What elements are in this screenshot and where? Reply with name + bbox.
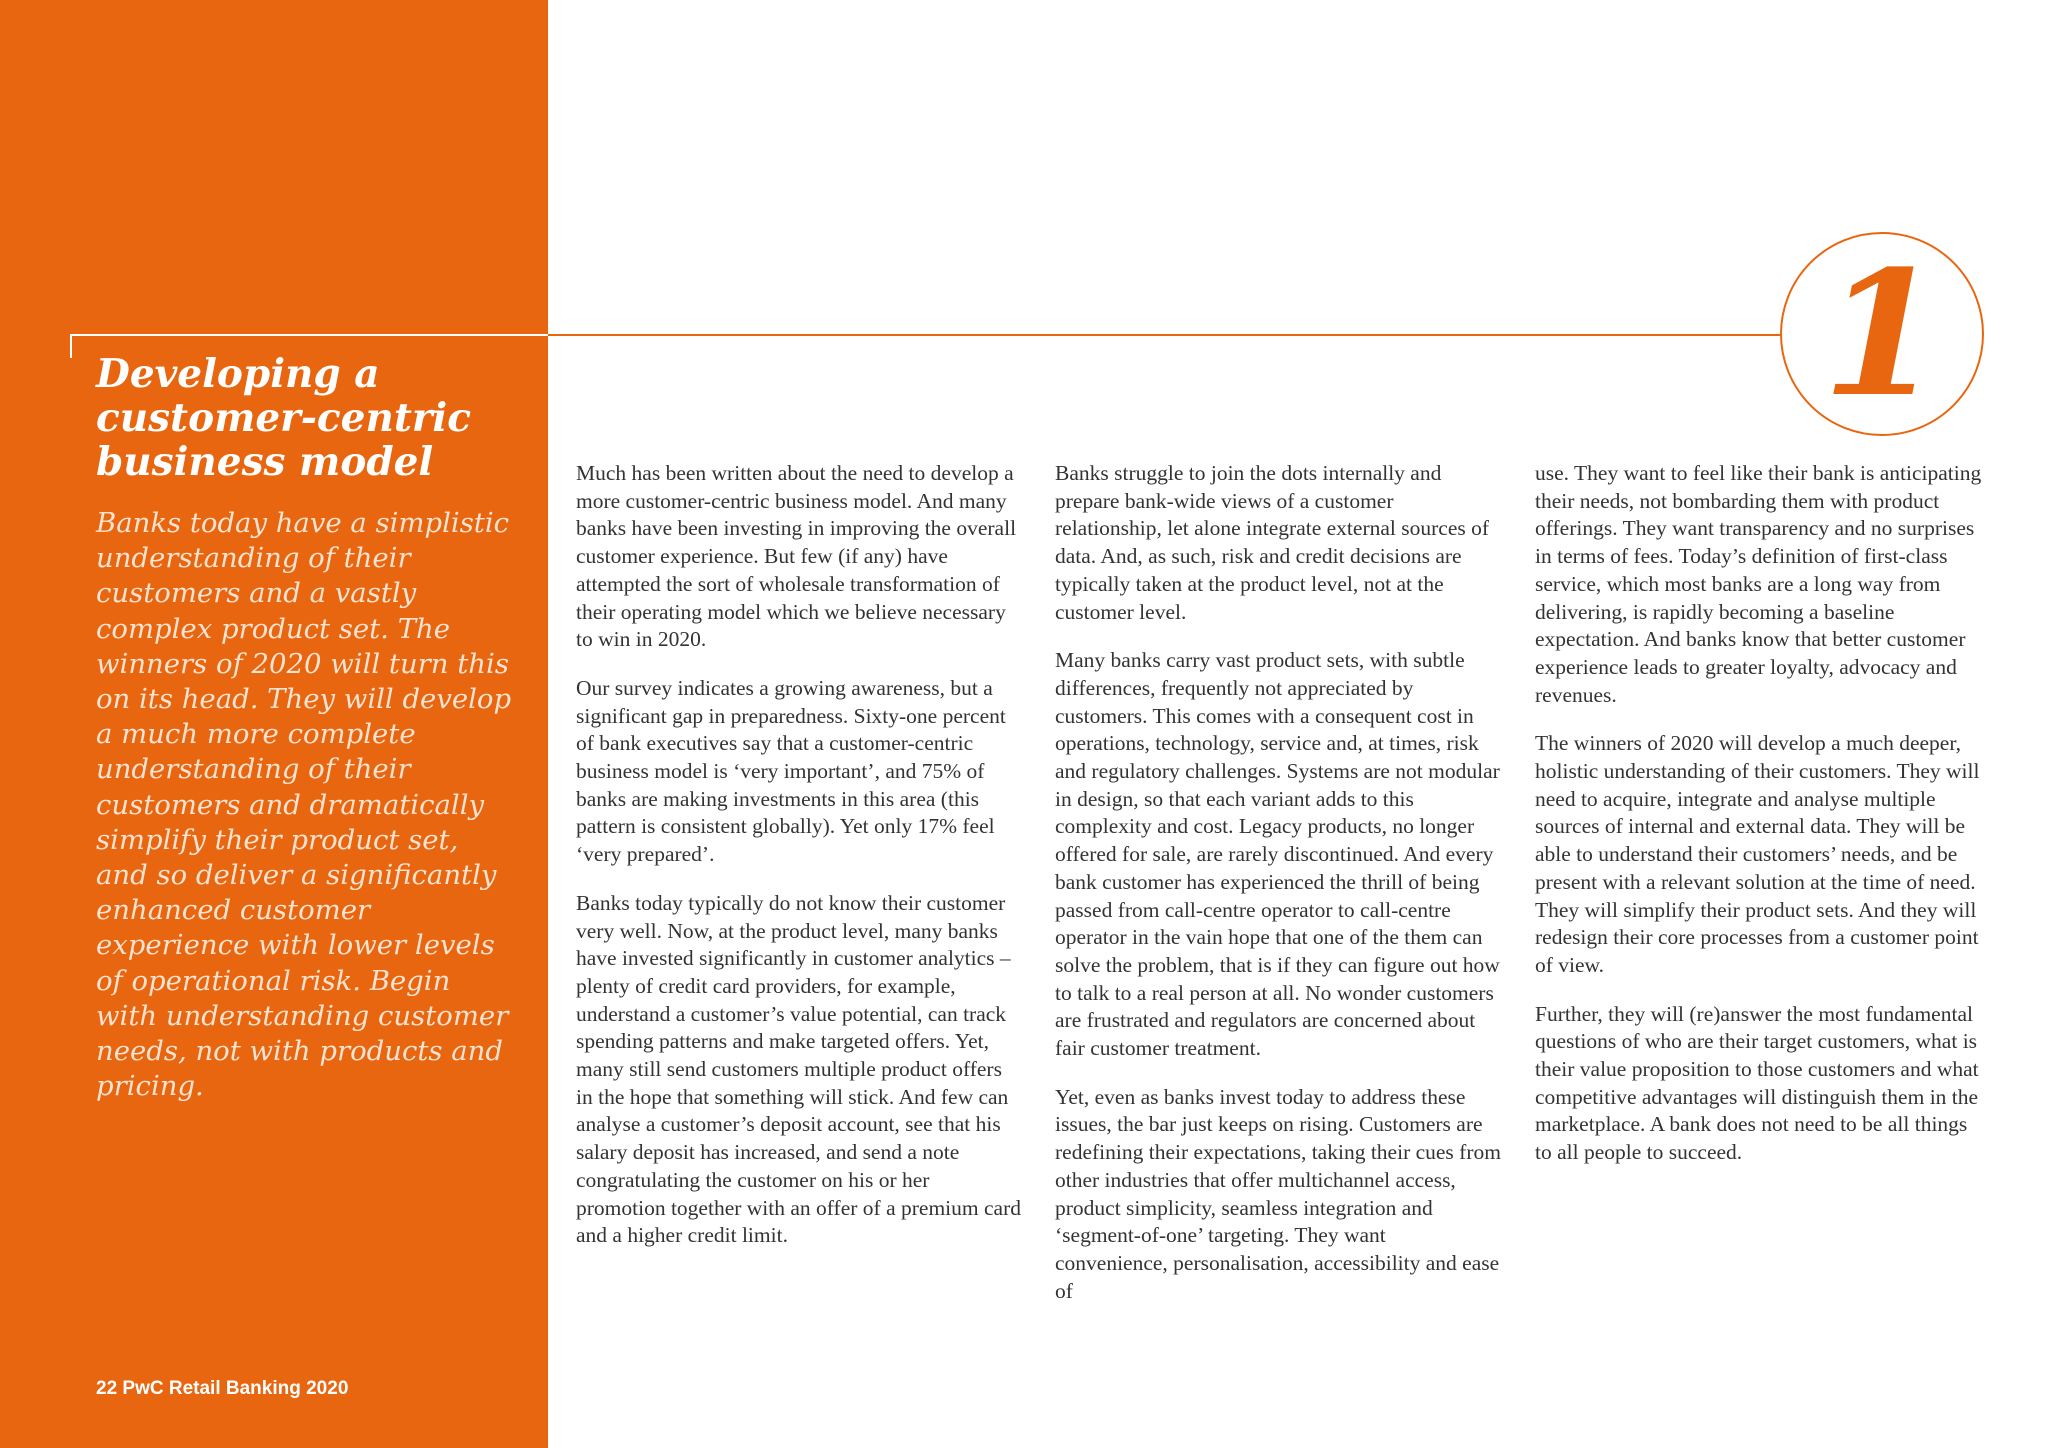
text-column-1 [576, 460, 1024, 1271]
paragraph: use. They want to feel like their bank is anticipating their needs, not bombarding them with product offerings. They want transparency and no surprises in terms of fees. Today’s definition of first-class service, which most banks are a long way from delivering, is rapidly becoming a baseline expectation. And banks know that better customer experience leads to greater loyalty, advocacy and revenues. [1535, 461, 1982, 707]
section-title-line-2: customer-centric [96, 395, 471, 441]
paragraph: Much has been written about the need to develop a more customer-centric business model. And many banks have been investing in improving the overall customer experience. But few (if any) have attempted the sort of wholesale transformation of their operating model which we believe necessary to win in 2020. [576, 461, 1017, 652]
chapter-number: 1 [1822, 232, 1942, 435]
paragraph: Our survey indicates a growing awareness, but a significant gap in preparedness. Sixty-one percent of bank executives say that a customer-centric business model is ‘very important’, and 75% of banks are making investments in this area (this pattern is consistent globally). Yet only 17% feel ‘very prepared’. [576, 675, 1006, 867]
paragraph: Banks today typically do not know their customer very well. Now, at the product level, many banks have invested significantly in customer analytics – plenty of credit card providers, for example, understand a customer’s value potential, can track spending patterns and make targeted offers. Yet, many still send customers multiple product offers in the hope that something will stick. And few can analyse a customer’s deposit account, see that his salary deposit has increased, and send a note congratulating the customer on his or her promotion together with an offer of a premium card and a higher credit limit. [576, 890, 1021, 1248]
paragraph: Banks struggle to join the dots internally and prepare bank-wide views of a customer relationship, let alone integrate external sources of data. And, as such, risk and credit decisions are typically taken at the product level, not at the customer level. [1055, 461, 1490, 624]
text-column-2 [1055, 460, 1503, 1326]
intro-summary: Banks today have a simplistic understanding of their customers and a vastly complex product set. The winners of 2020 will turn this on its head. They will develop a much more complete understanding of their customers and dramatically simplify their product set, and so deliver a significantly enhanced customer experience with lower levels of operational risk. Begin with understanding customer needs, not with products and pricing. [96, 507, 512, 1103]
page-footer: 22 PwC Retail Banking 2020 [96, 1378, 349, 1399]
section-title [96, 352, 516, 484]
section-title-line-1: Developing a [96, 351, 380, 397]
text-column-3 [1535, 460, 1983, 1188]
header-rule-tick [70, 334, 72, 358]
paragraph: Yet, even as banks invest today to address these issues, the bar just keeps on rising. Customers are redefining their expectations, taking their cues from other industries that offer multichannel access, product simplicity, seamless integration and ‘segment-of-one’ targeting. They want convenience, personalisation, accessibility and ease of [1055, 1084, 1501, 1303]
paragraph: The winners of 2020 will develop a much deeper, holistic understanding of their customers. They will need to acquire, integrate and analyse multiple sources of internal and external data. They will be able to understand their customers’ needs, and be present with a relevant solution at the time of need. They will simplify their product sets. And they will redesign their core processes from a customer point of view. [1535, 731, 1980, 977]
paragraph: Many banks carry vast product sets, with subtle differences, frequently not appreciated by customers. This comes with a consequent cost in operations, technology, service and, at times, risk and regulatory challenges. Systems are not modular in design, so that each variant adds to this complexity and cost. Legacy products, no longer offered for sale, are rarely discontinued. And every bank customer has experienced the thrill of being passed from call-centre operator to call-centre operator in the vain hope that one of the them can solve the problem, that is if they can figure out how to talk to a real person at all. No wonder customers are frustrated and regulators are concerned about fair customer treatment. [1055, 648, 1500, 1061]
section-title-line-3: business model [96, 439, 434, 485]
paragraph: Further, they will (re)answer the most fundamental questions of who are their target customers, what is their value proposition to those customers and what competitive advantages will distinguish them in the marketplace. A bank does not need to be all things to all people to succeed. [1535, 1001, 1979, 1165]
header-rule-white-segment [70, 334, 548, 336]
